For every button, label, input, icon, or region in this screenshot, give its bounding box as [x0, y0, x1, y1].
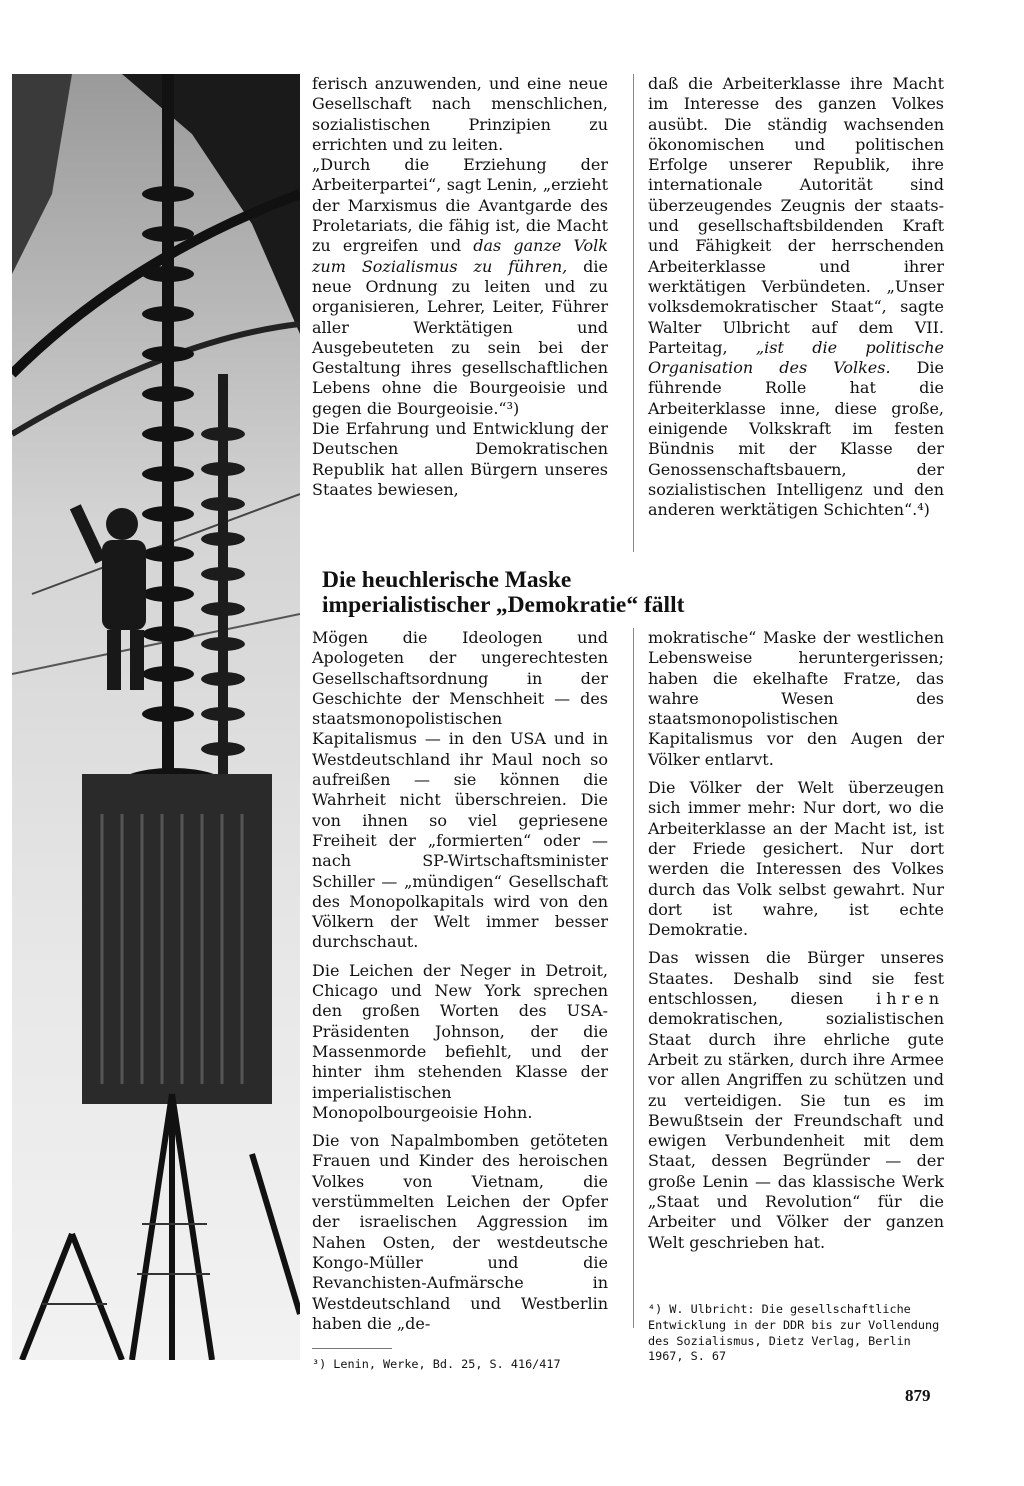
footnote-rule-left [312, 1348, 392, 1349]
text-column-2 [648, 74, 944, 521]
text-column-4 [648, 628, 944, 1253]
paragraph: „Durch die Erziehung der Arbeiterpartei“, sagt Lenin, „erzieht der Marxismus die Avantgarde des Proletariats, die fähig ist, die Macht zu ergreifen und das ganze Volk zum Sozialismus zu führen, die neue Ordnung zu leiten und zu organisieren, Lehrer, Leiter, Führer aller Werktätigen und Ausgebeuteten zu sein bei der Gestaltung ihres gesellschaftlichen Lebens ohne die Bourgeoisie und gegen die Bourgeoisie.“³) [312, 155, 608, 418]
photo-insulator-tower [12, 74, 300, 1360]
paragraph: ferisch anzuwenden, und eine neue Gesellschaft nach menschlichen, sozialistischen Prinzipien zu errichten und zu leiten. [312, 74, 608, 154]
emphasis: „ist die politische Organisation des Volkes. [648, 337, 944, 378]
column-rule-top [633, 74, 634, 552]
heading-line-2: imperialistischer „Demokratie“ fällt [322, 592, 685, 618]
spaced-emphasis: ihren [876, 989, 944, 1009]
paragraph: Die Leichen der Neger in Detroit, Chicago und New York sprechen den großen Worten des USA-Präsidenten Johnson, der die Massenmorde befiehlt, und der hinter ihm stehenden Klasse der imperialistischen Monopolbourgeoisie Hohn. [312, 960, 608, 1122]
emphasis: das ganze Volk zum Sozialismus zu führen, [312, 236, 608, 276]
paragraph: Die Erfahrung und Entwicklung der Deutschen Demokratischen Republik hat allen Bürgern unseres Staates bewiesen, [312, 419, 608, 499]
text-column-1 [312, 74, 608, 500]
column-rule-bottom [633, 628, 634, 1328]
paragraph: Die von Napalmbomben getöteten Frauen und Kinder des heroischen Volkes von Vietnam, die verstümmelten Leichen der Opfer der israelischen Aggression im Nahen Osten, der westdeutsche Kongo-Müller und die Revanchisten-Aufmärsche in Westdeutschland und Westberlin haben die „de- [312, 1131, 608, 1333]
section-heading [322, 568, 962, 618]
footnote-3: ³) Lenin, Werke, Bd. 25, S. 416/417 [312, 1357, 561, 1371]
text-column-3 [312, 628, 608, 1334]
heading-line-1: Die heuchlerische Maske [322, 567, 572, 593]
paragraph: Mögen die Ideologen und Apologeten der ungerechtesten Gesellschaftsordnung in der Geschichte der Menschheit — des staatsmonopolistischen Kapitalismus — in den USA und in Westdeutschland ihr Maul noch so aufreißen — sie können die Wahrheit nicht überschreien. Die von ihnen so viel gepriesene Freiheit der „formierten“ oder — nach SP-Wirtschaftsminister Schiller — „mündigen“ Gesellschaft des Monopolkapitals wird von den Völkern der Welt immer besser durchschaut. [312, 628, 608, 952]
paragraph: Das wissen die Bürger unseres Staates. Deshalb sind sie fest entschlossen, diesen ihren demokratischen, sozialistischen Staat durch ihre ehrliche gute Arbeit zu stärken, durch ihre Armee vor allen Angriffen zu schützen und zu verteidigen. Sie tun es im Bewußtsein der Freundschaft und ewigen Verbundenheit mit dem Staat, dessen Begründer — der große Lenin — das klassische Werk „Staat und Revolution“ für die Arbeiter und Völker der ganzen Welt geschrieben hat. [648, 948, 944, 1252]
paragraph: daß die Arbeiterklasse ihre Macht im Interesse des ganzen Volkes ausübt. Die ständig wachsenden ökonomischen und politischen Erfolge unserer Republik, ihre internationale Autorität sind überzeugendes Zeugnis der staats- und gesellschaftsbildenden Kraft und Fähigkeit der herrschenden Arbeiterklasse und ihrer werktätigen Verbündeten. „Unser volksdemokratischer Staat“, sagte Walter Ulbricht auf dem VII. Parteitag, „ist die politische Organisation des Volkes. Die führende Rolle hat die Arbeiterklasse inne, diese große, einigende Volkskraft im festen Bündnis mit der Klasse der Genossenschaftsbauern, der sozialistischen Intelligenz und den anderen werktätigen Schichten“.⁴) [648, 74, 944, 520]
footnote-4: ⁴) W. Ulbricht: Die gesellschaftliche Entwicklung in der DDR bis zur Vollendung des Sozialismus, Dietz Verlag, Berlin 1967, S. 67 [648, 1302, 940, 1364]
paragraph: Die Völker der Welt überzeugen sich immer mehr: Nur dort, wo die Arbeiterklasse an der Macht ist, ist der Friede gesichert. Nur dort werden die Interessen des Volkes durch das Volk selbst gewahrt. Nur dort ist wahre, ist echte Demokratie. [648, 778, 944, 940]
page-number: 879 [905, 1386, 931, 1405]
paragraph: mokratische“ Maske der westlichen Lebensweise heruntergerissen; haben die ekelhafte Fratze, das wahre Wesen des staatsmonopolistischen Kapitalismus vor den Augen der Völker entlarvt. [648, 628, 944, 769]
